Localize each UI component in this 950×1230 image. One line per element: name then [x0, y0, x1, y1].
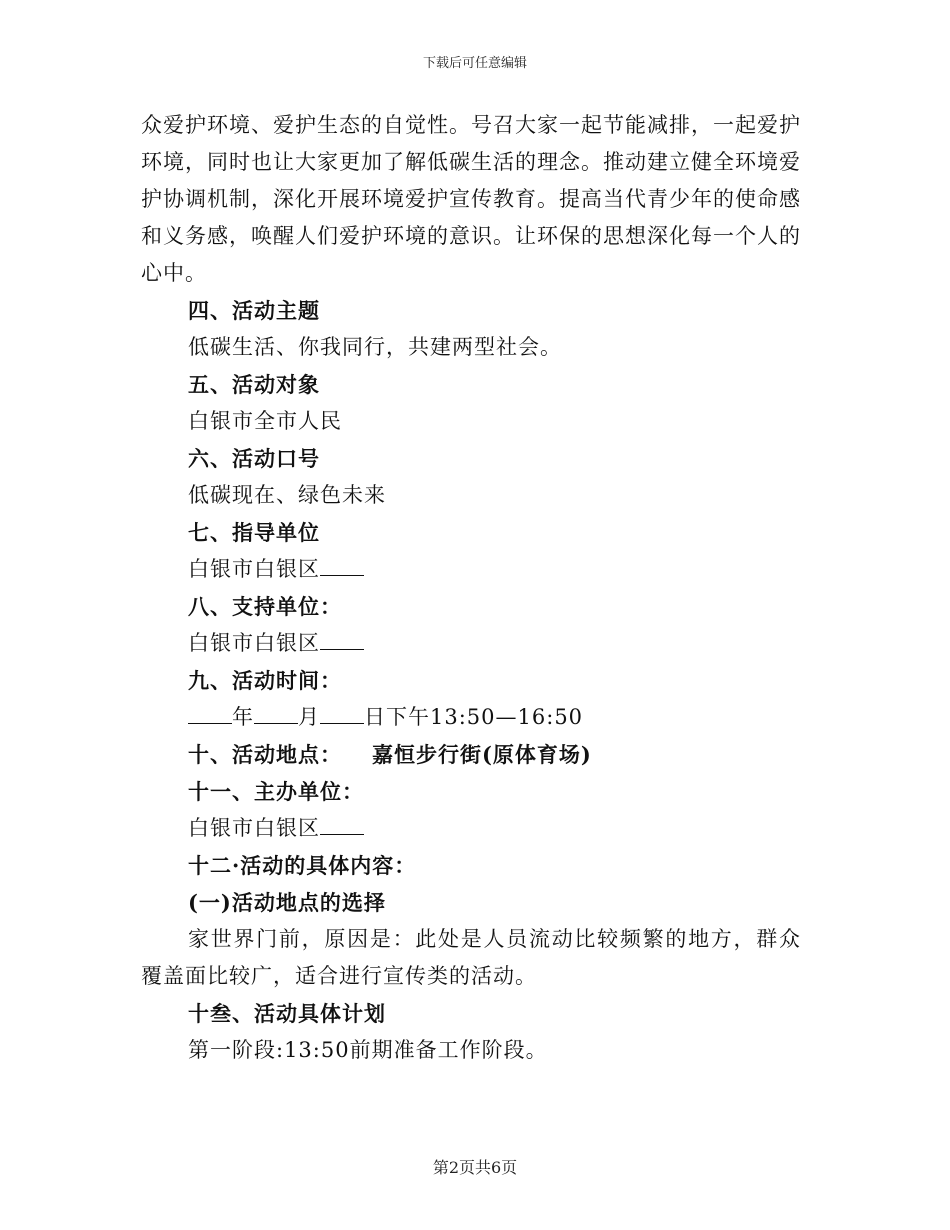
document-body — [141, 107, 801, 1069]
section-5-heading: 五、活动对象 — [188, 372, 320, 397]
section-13-heading: 十叁、活动具体计划 — [188, 1001, 386, 1026]
fill-in-blank — [320, 557, 364, 576]
section-7-text: 白银市白银区 — [188, 557, 320, 581]
intro-paragraph: 众爱护环境、爱护生态的自觉性。号召大家一起节能减排，一起爱护环境，同时也让大家更加了解低碳生活的理念。推动建立健全环境爱护协调机制，深化开展环境爱护宣传教育。提高当代青少年的使命感和义务感，唤醒人们爱护环境的意识。让环保的思想深化每一个人的心中。 — [141, 113, 801, 285]
section-10-value: 嘉恒步行街(原体育场) — [372, 742, 592, 767]
section-9-line — [141, 699, 801, 736]
section-6-text: 低碳现在、绿色未来 — [188, 483, 386, 507]
page-footer: 第2页共6页 — [432, 1158, 518, 1177]
fill-in-blank — [320, 816, 364, 835]
section-12-heading: 十二·活动的具体内容： — [188, 853, 417, 878]
section-4-text: 低碳生活、你我同行，共建两型社会。 — [188, 335, 562, 359]
fill-in-blank — [254, 705, 298, 724]
section-10-heading: 十、活动地点： — [188, 742, 342, 767]
section-5-text: 白银市全市人民 — [188, 409, 342, 433]
section-11-text: 白银市白银区 — [188, 816, 320, 840]
year-label: 年 — [232, 705, 254, 729]
section-4-heading: 四、活动主题 — [188, 298, 320, 323]
section-9-heading: 九、活动时间： — [188, 668, 342, 693]
section-10-line — [141, 736, 801, 773]
page-header: 下载后可任意编辑 — [422, 56, 527, 71]
month-label: 月 — [298, 705, 320, 729]
section-8-heading: 八、支持单位： — [188, 594, 342, 619]
section-7-heading: 七、指导单位 — [188, 520, 320, 545]
section-12-paragraph: 家世界门前，原因是：此处是人员流动比较频繁的地方，群众覆盖面比较广，适合进行宣传类的活动。 — [141, 927, 801, 988]
section-13-text: 第一阶段:13:50前期准备工作阶段。 — [188, 1038, 548, 1062]
section-8-line — [141, 625, 801, 662]
section-11-line — [141, 810, 801, 847]
section-6-heading: 六、活动口号 — [188, 446, 320, 471]
section-7-line — [141, 551, 801, 588]
fill-in-blank — [320, 705, 364, 724]
section-8-text: 白银市白银区 — [188, 631, 320, 655]
section-12-subheading: (一)活动地点的选择 — [188, 890, 386, 915]
section-11-heading: 十一、主办单位： — [188, 779, 364, 804]
time-range: 日下午13:50—16:50 — [364, 705, 584, 729]
fill-in-blank — [320, 631, 364, 650]
fill-in-blank — [188, 705, 232, 724]
